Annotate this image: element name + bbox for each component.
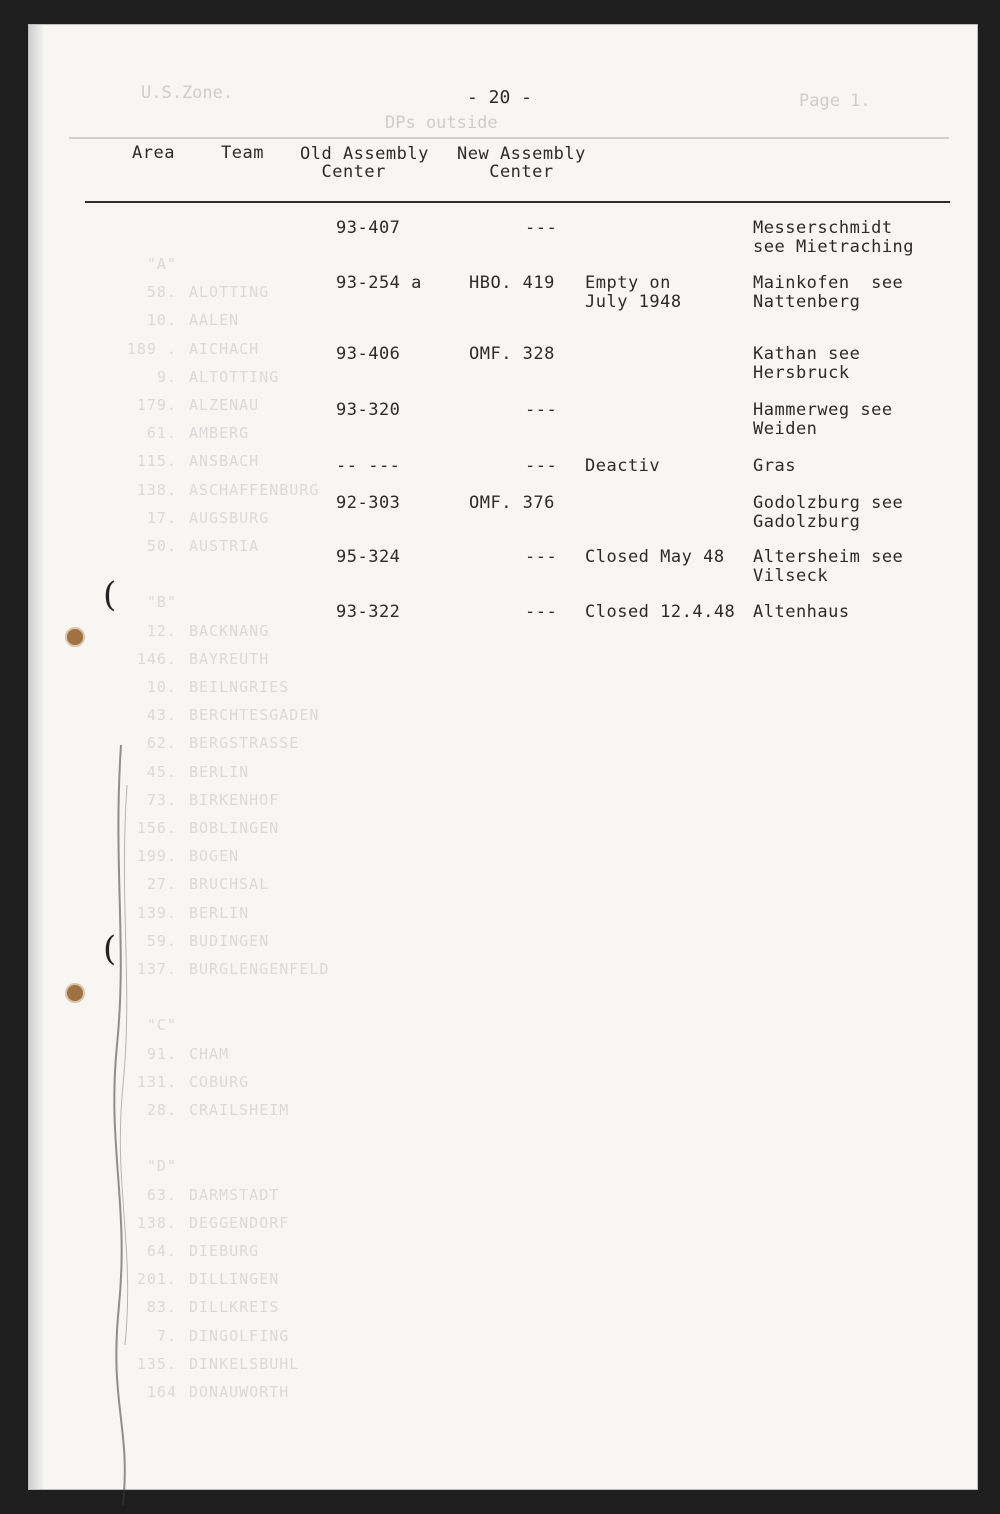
new-center-cell: OMF. 328 [469,344,555,364]
show-through-place: BERLIN [189,762,250,781]
show-through-number: 64. [146,1242,177,1260]
old-center-cell: 93-254 a [336,273,422,293]
show-through-place: CRAILSHEIM [189,1101,290,1119]
show-through-number: 59. [146,931,177,950]
show-through-number: 179. [136,396,177,414]
show-through-number: "C" [146,1016,177,1035]
old-center-cell: -- --- [336,456,401,476]
show-through-place: BUDINGEN [189,931,270,950]
show-through-number: 139. [136,903,177,922]
ghost-rule [69,137,949,139]
show-through-number: 58. [146,283,177,302]
show-through-place: BACKNANG [189,621,270,640]
column-header-team: Team [221,143,264,163]
show-through-number: 12. [146,621,177,640]
header-rule [85,201,950,203]
show-through-number: 61. [146,424,177,443]
show-through-number: 10. [146,311,177,330]
show-through-number: "D" [146,1157,177,1176]
show-through-number: 137. [136,960,177,978]
old-center-cell: 92-303 [336,493,401,513]
note-cell: Empty on July 1948 [585,273,682,312]
show-through-place: ALTOTTING [189,367,280,386]
ghost-header-center: DPs outside [385,113,498,133]
show-through-number: 10. [146,678,177,696]
bracket-mark: ( [103,929,117,969]
show-through-place: BERLIN [189,903,250,922]
show-through-place: DONAUWORTH [189,1383,290,1401]
note-cell: Deactiv [585,456,661,476]
show-through-number: "A" [146,255,177,273]
show-through-number: 9. [156,367,177,386]
show-through-row [87,509,269,527]
show-through-place: DINGOLFING [189,1326,290,1345]
show-through-row [87,537,259,555]
show-through-number: 43. [146,706,177,725]
note-cell: Closed May 48 [585,547,725,567]
show-through-number: 135. [136,1354,177,1373]
show-through-place: AMBERG [189,424,250,443]
show-through-place: DINKELSBUHL [189,1354,300,1373]
remark-cell: Altenhaus [753,602,850,622]
show-through-number: 91. [146,1044,177,1063]
show-through-number: 73. [146,790,177,809]
show-through-row [87,452,259,470]
show-through-place: AICHACH [189,339,260,358]
show-through-number: 62. [146,734,177,753]
remark-cell: Gras [753,456,796,476]
show-through-row [87,706,319,724]
show-through-row [87,678,289,696]
old-center-cell: 93-407 [336,218,401,238]
ghost-header-left: U.S.Zone. [141,83,234,103]
show-through-place: BERCHTESGADEN [189,706,320,725]
show-through-number: 115. [136,452,177,471]
column-header-area: Area [132,143,175,163]
show-through-place: DILLINGEN [189,1270,280,1289]
show-through-place: ANSBACH [189,452,260,471]
note-cell: Closed 12.4.48 [585,602,736,622]
show-through-place: BAYREUTH [189,649,270,668]
show-through-number: 164 [146,1383,177,1401]
show-through-number: 7. [156,1326,177,1345]
new-center-cell: OMF. 376 [469,493,555,513]
show-through-number: 189 . [126,339,177,358]
show-through-number: 28. [146,1101,177,1119]
show-through-number: "B" [146,593,177,612]
new-center-cell: --- [525,456,558,476]
punch-hole [65,983,85,1003]
show-through-place: ALOTTING [189,283,270,302]
remark-cell: Altersheim see Vilseck [753,547,904,586]
show-through-place: CHAM [189,1044,230,1063]
show-through-place: DEGGENDORF [189,1213,290,1232]
binding-smudge [109,745,139,1505]
show-through-row [87,622,269,640]
show-through-place: BOBLINGEN [189,819,280,837]
new-center-cell: --- [525,602,558,622]
page-edge [29,25,43,1489]
show-through-row [87,368,279,386]
show-through-place: BEILNGRIES [189,678,290,696]
document-page [28,24,978,1490]
remark-cell: Hammerweg see Weiden [753,400,893,439]
show-through-place: ASCHAFFENBURG [189,480,320,499]
remark-cell: Mainkofen see Nattenberg [753,273,904,312]
show-through-row [87,396,259,414]
old-center-cell: 93-320 [336,400,401,420]
show-through-place: COBURG [189,1072,250,1091]
show-through-number: 131. [136,1072,177,1091]
show-through-number: 156. [136,819,177,837]
bracket-mark: ( [103,575,117,615]
show-through-row [87,283,269,301]
show-through-row [87,650,269,668]
old-center-cell: 95-324 [336,547,401,567]
show-through-number: 63. [146,1185,177,1204]
show-through-row [87,311,239,329]
show-through-place: DARMSTADT [189,1185,280,1204]
new-center-cell: HBO. 419 [469,273,555,293]
show-through-place: AUSTRIA [189,537,260,555]
show-through-place: AUGSBURG [189,508,270,527]
show-through-place: BERGSTRASSE [189,734,300,753]
show-through-place: BURGLENGENFELD [189,960,330,978]
show-through-number: 199. [136,847,177,866]
show-through-place: BRUCHSAL [189,875,270,894]
show-through-row [87,255,189,273]
show-through-place: AALEN [189,311,240,330]
show-through-place: BIRKENHOF [189,790,280,809]
show-through-number: 27. [146,875,177,894]
remark-cell: Godolzburg see Gadolzburg [753,493,904,532]
page-number: - 20 - [467,87,533,108]
show-through-number: 201. [136,1270,177,1289]
old-center-cell: 93-406 [336,344,401,364]
punch-hole [65,627,85,647]
show-through-row [87,481,319,499]
show-through-number: 50. [146,537,177,555]
old-center-cell: 93-322 [336,602,401,622]
show-through-place: DIEBURG [189,1242,260,1260]
show-through-number: 83. [146,1298,177,1317]
column-header-new-center: New Assembly Center [457,144,586,182]
show-through-place: DILLKREIS [189,1298,280,1317]
column-header-old-center: Old Assembly Center [300,144,429,182]
remark-cell: Messerschmidt see Mietraching [753,218,915,257]
show-through-number: 17. [146,508,177,527]
new-center-cell: --- [525,547,558,567]
new-center-cell: --- [525,218,558,238]
show-through-number: 146. [136,649,177,668]
show-through-number: 138. [136,480,177,499]
show-through-row [87,424,249,442]
show-through-number: 45. [146,762,177,781]
show-through-row [87,340,259,358]
ghost-header-right: Page 1. [799,91,871,111]
show-through-place: ALZENAU [189,396,260,414]
show-through-number: 138. [136,1213,177,1232]
new-center-cell: --- [525,400,558,420]
show-through-place: BOGEN [189,847,240,866]
remark-cell: Kathan see Hersbruck [753,344,861,383]
